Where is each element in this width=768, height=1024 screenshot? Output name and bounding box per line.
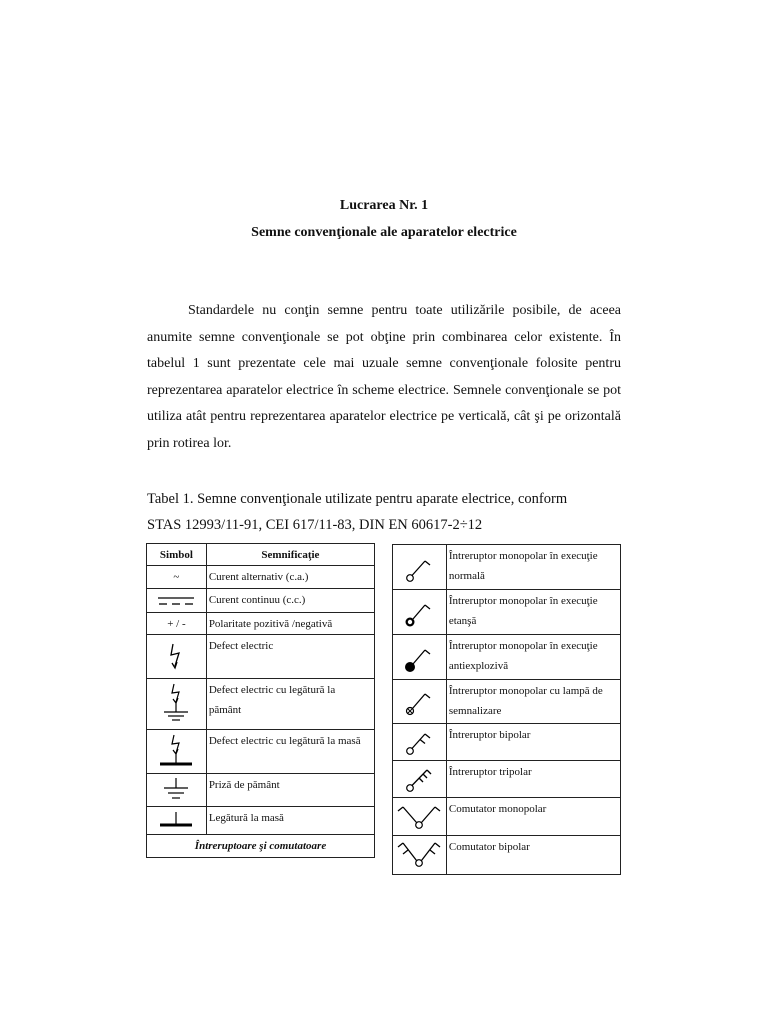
table-row [393,798,621,836]
table-row [147,589,375,613]
table-caption [147,486,621,538]
section-heading: Întreruptoare şi comutatoare [147,835,375,858]
document-title: Lucrarea Nr. 1 [339,198,429,213]
row-meaning: Întreruptor tripolar [446,761,620,798]
row-meaning: Curent alternativ (c.a.) [206,566,374,589]
symbols-table-left [146,543,375,858]
symbols-table-right [392,544,621,875]
header-meaning: Semnificaţie [206,544,374,566]
fault-earth-icon [147,679,207,730]
table-caption-line-2: STAS 12993/11-91, CEI 617/11-83, DIN EN 60617-2÷12 [147,517,483,533]
header-symbol: Simbol [147,544,207,566]
row-meaning: Întreruptor monopolar cu lampă de semnalizare [446,680,620,724]
commutator-bipolar-icon [393,836,447,875]
table-caption-line-1: Tabel 1. Semne convenţionale utilizate pentru aparate electrice, conform [147,491,568,507]
table-row [393,836,621,875]
table-footer-row [147,835,375,858]
table-row [147,774,375,807]
row-meaning: Întreruptor monopolar în execuţie antiexplozivă [446,635,620,680]
fault-chassis-icon [147,730,207,774]
table-row [393,761,621,798]
switch-bipolar-icon [393,724,447,761]
intro-paragraph: Standardele nu conţin semne pentru toate utilizările posibile, de aceea anumite semne convenţionale se pot obţine prin combinarea celor existente. În tabelul 1 sunt prezentate cele mai uzuale semne convenţionale folosite pentru reprezentarea aparatelor electrice în scheme electrice. Semnele convenţionale se pot utiliza atât pentru reprezentarea aparatelor electrice pe verticală, cât şi pe orizontală prin rotirea lor. [147,303,621,451]
switch-explosion-proof-icon [393,635,447,680]
dc-current-icon [147,589,207,613]
table-row [147,807,375,835]
commutator-monopolar-icon [393,798,447,836]
row-meaning: Legătură la masă [206,807,374,835]
row-meaning: Întreruptor monopolar în execuţie normală [446,545,620,590]
chassis-icon [147,807,207,835]
switch-sealed-icon [393,590,447,635]
table-row [393,590,621,635]
switch-tripolar-icon [393,761,447,798]
row-meaning: Defect electric cu legătură la pământ [206,679,374,730]
row-meaning: Priză de pământ [206,774,374,807]
polarity-symbol: + / - [147,613,207,635]
table-row [147,679,375,730]
table-row [147,566,375,589]
row-meaning: Comutator monopolar [446,798,620,836]
table-row [147,635,375,679]
table-row [147,730,375,774]
row-meaning: Defect electric [206,635,374,679]
ac-symbol: ~ [147,566,207,589]
table-row [393,724,621,761]
table-header-row [147,544,375,566]
row-meaning: Întreruptor bipolar [446,724,620,761]
switch-normal-icon [393,545,447,590]
fault-icon [147,635,207,679]
row-meaning: Polaritate pozitivă /negativă [206,613,374,635]
table-row [147,613,375,635]
switch-lamp-icon [393,680,447,724]
table-row [393,680,621,724]
table-row [393,635,621,680]
row-meaning: Comutator bipolar [446,836,620,875]
row-meaning: Curent continuu (c.c.) [206,589,374,613]
document-subtitle: Semne convenţionale ale aparatelor electrice [251,225,517,240]
table-row [393,545,621,590]
row-meaning: Întreruptor monopolar în execuţie etanşă [446,590,620,635]
earth-icon [147,774,207,807]
row-meaning: Defect electric cu legătură la masă [206,730,374,774]
